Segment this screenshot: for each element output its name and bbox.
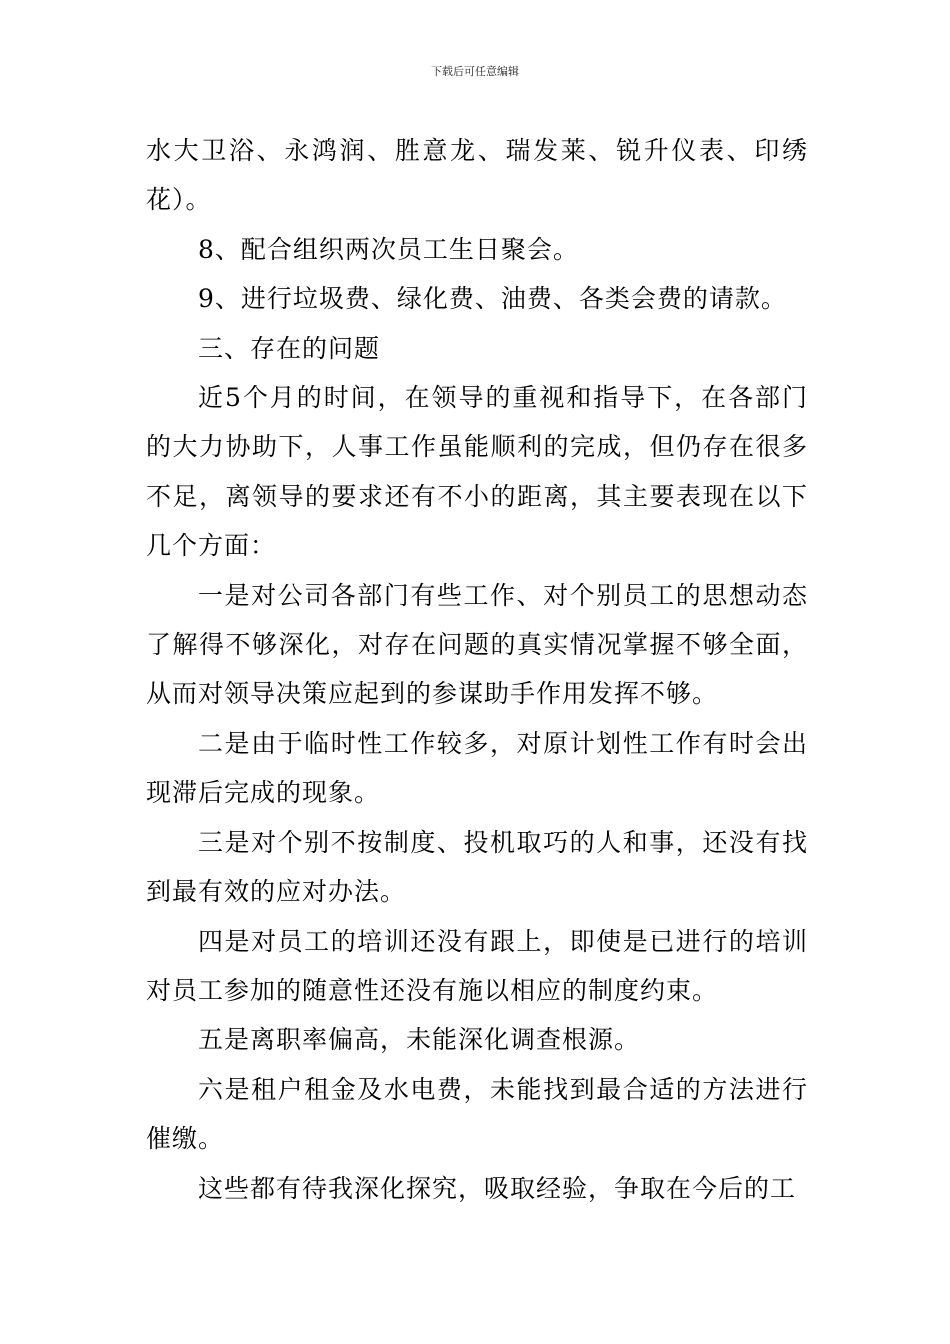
paragraph-problem-1: 一是对公司各部门有些工作、对个别员工的思想动态了解得不够深化，对存在问题的真实情况掌握不够全面，从而对领导决策应起到的参谋助手作用发挥不够。	[146, 580, 808, 709]
paragraph-item-8: 8、配合组织两次员工生日聚会。	[198, 234, 579, 264]
paragraph-problem-6: 六是租户租金及水电费，未能找到最合适的方法进行催缴。	[146, 1074, 808, 1154]
paragraph-summary: 近5个月的时间，在领导的重视和指导下，在各部门的大力协助下，人事工作虽能顺利的完成，但仍存在很多不足，离领导的要求还有不小的距离，其主要表现在以下几个方面：	[146, 383, 808, 561]
paragraph-problem-4: 四是对员工的培训还没有跟上，即使是已进行的培训对员工参加的随意性还没有施以相应的制度约束。	[146, 926, 808, 1005]
document-body	[146, 126, 808, 1213]
paragraph-problem-2: 二是由于临时性工作较多，对原计划性工作有时会出现滞后完成的现象。	[146, 728, 808, 808]
paragraph-problem-5: 五是离职率偏高，未能深化调查根源。	[198, 1025, 641, 1055]
section-heading-problems: 三、存在的问题	[198, 333, 381, 363]
paragraph-conclusion: 这些都有待我深化探究，吸取经验，争取在今后的工	[198, 1173, 797, 1203]
paragraph-item-9: 9、进行垃圾费、绿化费、油费、各类会费的请款。	[198, 284, 787, 314]
paragraph-problem-3: 三是对个别不按制度、投机取巧的人和事，还没有找到最有效的应对办法。	[146, 827, 808, 907]
paragraph-continuation: 水大卫浴、永鸿润、胜意龙、瑞发莱、锐升仪表、印绣花）。	[146, 136, 808, 215]
page-header-note: 下载后可任意编辑	[431, 65, 519, 78]
